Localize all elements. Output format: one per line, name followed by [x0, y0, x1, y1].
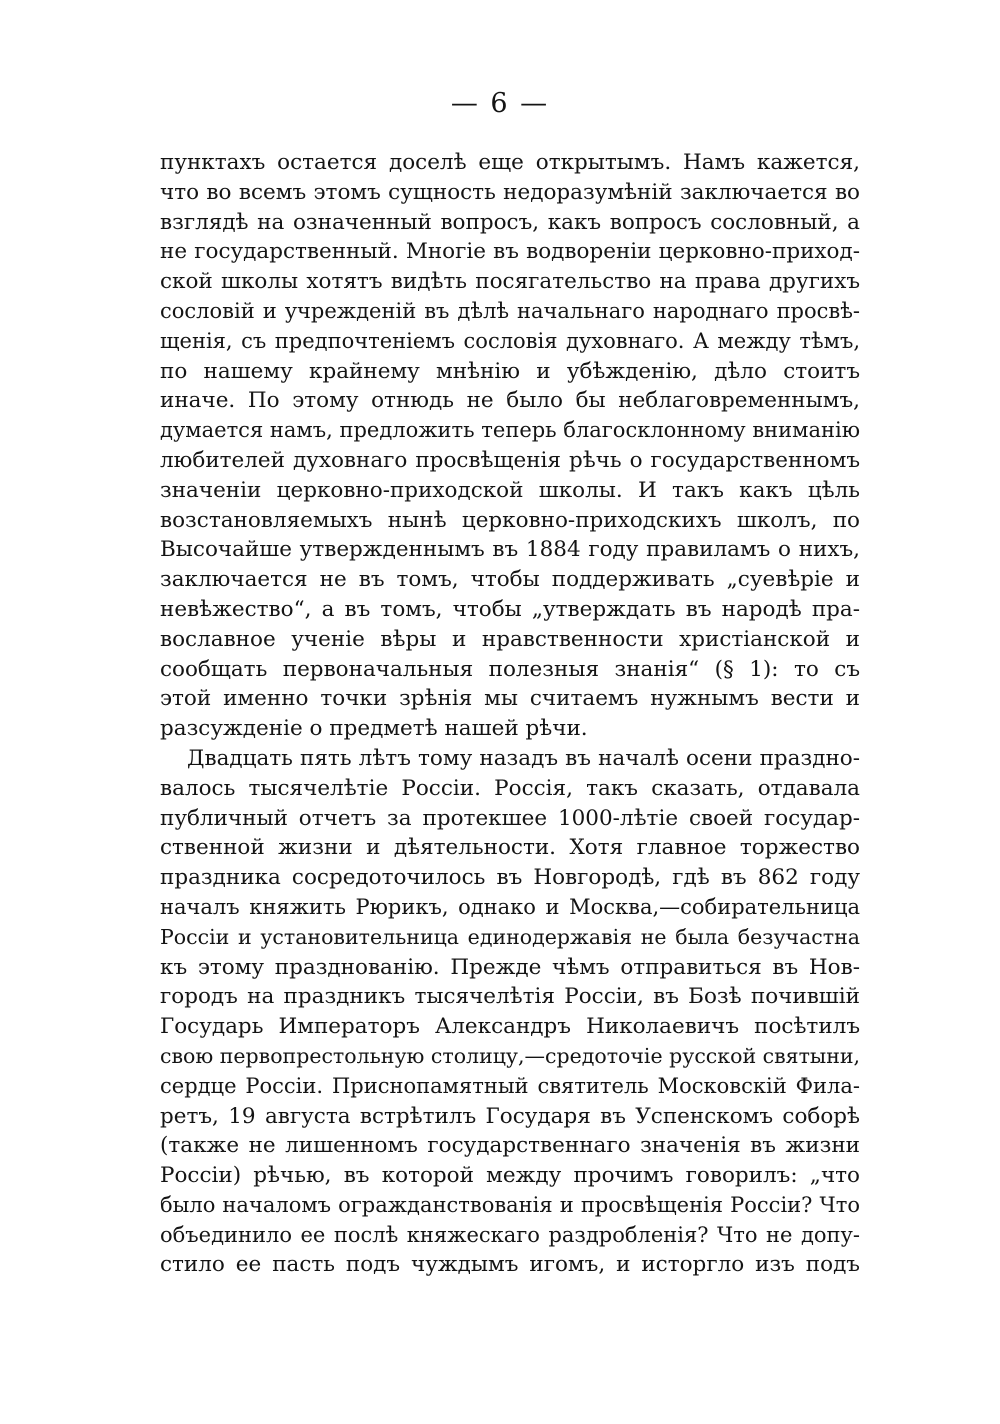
- text-line: не государственный. Многіе въ водвореніи церковно-приход-: [160, 239, 860, 265]
- paragraph-1: [160, 148, 860, 744]
- text-line: ретъ, 19 августа встрѣтилъ Государя въ Успенскомъ соборѣ: [160, 1103, 860, 1129]
- text-line: заключается не въ томъ, чтобы поддерживать „суевѣріе и: [160, 567, 860, 593]
- text-line: публичный отчетъ за протекшее 1000-лѣтіе своей государ-: [160, 805, 860, 831]
- text-line: этой именно точки зрѣнія мы считаемъ нужнымъ вести и: [160, 686, 860, 712]
- text-line: значеніи церковно-приходской школы. И такъ какъ цѣль: [160, 477, 860, 503]
- text-line: сообщать первоначальныя полезныя знанія“ (§ 1): то съ: [160, 656, 860, 682]
- text-line: невѣжество“, а въ томъ, чтобы „утверждать въ народѣ пра-: [160, 596, 860, 622]
- text-line: объединило ее послѣ княжескаго раздробленія? Что не допу-: [160, 1222, 860, 1247]
- text-line: ственной жизни и дѣятельности. Хотя главное торжество: [160, 835, 860, 861]
- text-line: городъ на праздникъ тысячелѣтія Россіи, въ Бозѣ почившій: [160, 984, 860, 1010]
- text-line: пунктахъ остается доселѣ еще открытымъ. Намъ кажется,: [160, 150, 860, 175]
- text-line: Высочайше утвержденнымъ въ 1884 году правиламъ о нихъ,: [160, 537, 860, 563]
- text-line: валось тысячелѣтіе Россіи. Россія, такъ сказать, отдавала: [160, 775, 860, 801]
- paragraph-2: [160, 744, 860, 1280]
- text-line: Государь Императоръ Александръ Николаевичъ посѣтилъ: [160, 1014, 860, 1040]
- text-line: началъ княжить Рюрикъ, однако и Москва,—собирательница: [160, 894, 860, 919]
- text-line: возстановляемыхъ нынѣ церковно-приходскихъ школъ, по: [160, 507, 860, 533]
- text-line: любителей духовнаго просвѣщенія рѣчь о государственномъ: [160, 447, 860, 473]
- text-line: иначе. По этому отнюдь не было бы неблаговременнымъ,: [160, 388, 860, 414]
- text-line: праздника сосредоточилось въ Новгородѣ, гдѣ въ 862 году: [160, 865, 860, 891]
- text-line: по нашему крайнему мнѣнію и убѣжденію, дѣло стоитъ: [160, 358, 860, 384]
- page-number: — 6 —: [450, 88, 550, 119]
- text-line: Россіи и установительница единодержавія не была безучастна: [160, 924, 860, 949]
- text-line: Россіи) рѣчью, въ которой между прочимъ говорилъ: „что: [160, 1163, 860, 1189]
- text-line: стило ее пасть подъ чуждымъ игомъ, и исторгло изъ подъ: [160, 1252, 860, 1278]
- text-line: къ этому празднованію. Прежде чѣмъ отправиться въ Нов-: [160, 954, 860, 980]
- text-line: свою первопрестольную столицу,—средоточіе русской святыни,: [160, 1043, 860, 1068]
- text-line: думается намъ, предложить теперь благосклонному вниманію: [160, 418, 860, 443]
- text-line: ской школы хотятъ видѣть посягательство на права другихъ: [160, 269, 860, 295]
- body-text: [160, 148, 860, 1280]
- text-line: (также не лишенномъ государственнаго значенія въ жизни: [160, 1133, 860, 1159]
- text-line: разсужденіе о предметѣ нашей рѣчи.: [160, 716, 588, 742]
- text-line: сословій и учрежденій въ дѣлѣ начальнаго народнаго просвѣ-: [160, 298, 860, 323]
- text-line: Двадцать пять лѣтъ тому назадъ въ началѣ осени праздно-: [187, 745, 860, 771]
- text-line: вославное ученіе вѣры и нравственности христіанской и: [160, 626, 860, 652]
- text-line: было началомъ огражданствованія и просвѣщенія Россіи? Что: [160, 1192, 860, 1217]
- text-line: взглядѣ на означенный вопросъ, какъ вопросъ сословный, а: [160, 209, 860, 235]
- text-line: щенія, съ предпочтеніемъ сословія духовнаго. А между тѣмъ,: [160, 328, 860, 353]
- text-line: что во всемъ этомъ сущность недоразумѣній заключается во: [160, 179, 860, 205]
- text-line: сердце Россіи. Приснопамятный святитель Московскій Фила-: [160, 1073, 860, 1098]
